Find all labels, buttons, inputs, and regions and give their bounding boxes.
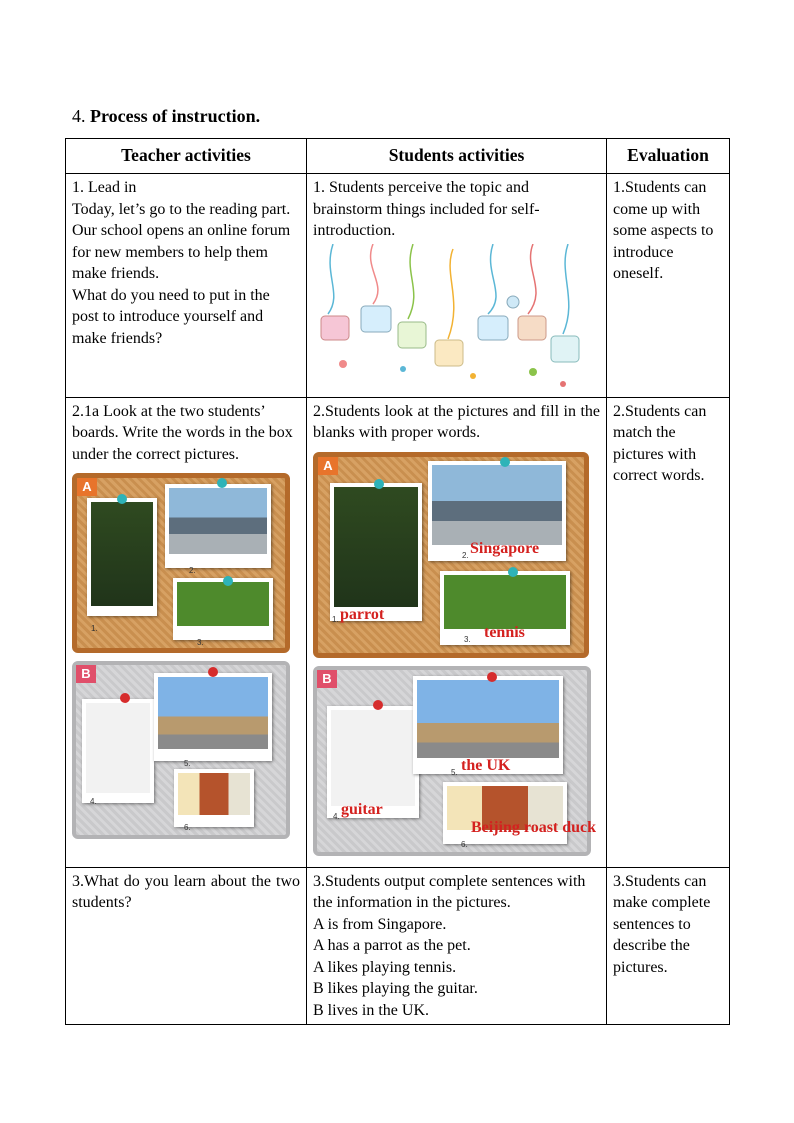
section-number: 4. [72,106,86,126]
board-a-answered [313,452,589,658]
parrot-photo [87,498,157,616]
parrot-photo [330,483,422,621]
evaluation-text: 2.Students can match the pictures with correct words. [613,402,707,484]
jars-illustration [313,244,583,394]
board-b-answered [313,666,597,856]
section-title: Process of instruction. [90,106,261,126]
student-cell [307,174,607,398]
evaluation-text: 1.Students can come up with some aspects to introduce oneself. [613,179,714,282]
teacher-text: 2.1a Look at the two students’ boards. Write the words in the box under the correct pictures. [72,402,293,463]
blank-label-3: 3. [197,638,204,647]
evaluation-cell [607,867,730,1025]
blank-label-3: 3. [464,634,471,644]
section-heading [72,106,260,127]
pin-icon [117,494,127,504]
instruction-table [65,138,730,1025]
student-text: 2.Students look at the pictures and fill in the blanks with proper words. [313,402,600,441]
blank-label-6: 6. [184,823,191,832]
pin-icon [208,667,218,677]
blank-label-5: 5. [451,767,458,777]
blank-label-4: 4. [90,797,97,806]
pin-icon [120,693,130,703]
teacher-cell [66,867,307,1025]
tennis-photo [173,578,273,640]
pin-icon [217,478,227,488]
pin-icon [487,672,497,682]
blank-label-6: 6. [461,839,468,849]
london-photo [154,673,272,761]
table-row [66,174,730,398]
board-a-tag: A [318,457,338,475]
evaluation-cell [607,397,730,867]
board-b-tag: B [76,665,96,683]
pin-icon [223,576,233,586]
column-header-evaluation: Evaluation [607,139,730,174]
board-b-tag: B [317,670,337,688]
guitar-photo [82,699,154,803]
board-a-blank [72,473,290,653]
student-cell [307,397,607,867]
pin-icon [500,457,510,467]
blank-label-2: 2. [189,566,196,575]
blank-label-1: 1. [332,614,339,624]
table-row [66,397,730,867]
column-header-students: Students activities [307,139,607,174]
teacher-cell [66,174,307,398]
blank-label-4: 4. [333,811,340,821]
pin-icon [373,700,383,710]
blank-label-5: 5. [184,759,191,768]
answer-beijing-roast-duck: Beijing roast duck [471,818,597,836]
board-a-tag: A [77,478,97,496]
board-b-blank [72,661,290,839]
teacher-cell [66,397,307,867]
answer-guitar: guitar [341,800,383,818]
evaluation-cell [607,174,730,398]
student-cell [307,867,607,1025]
student-text: 1. Students perceive the topic and brainstorm things included for self-introduction. [313,179,540,239]
pin-icon [374,479,384,489]
blank-label-2: 2. [462,550,469,560]
singapore-photo [165,484,271,568]
student-text: 3.Students output complete sentences with the information in the pictures. A is from Singapore. A has a parrot as the pet. A likes playing tennis. B likes playing the guitar. B lives in the UK. [313,872,586,1019]
blank-label-1: 1. [91,624,98,633]
pin-icon [508,567,518,577]
column-header-teacher: Teacher activities [66,139,307,174]
answer-parrot: parrot [340,605,385,623]
table-header-row [66,139,730,174]
table-row [66,867,730,1025]
answer-the-uk: the UK [461,756,511,774]
teacher-text: 3.What do you learn about the two students? [72,872,300,911]
teacher-text: 1. Lead in Today, let’s go to the reading part. Our school opens an online forum for new members to help them make friends. What do you need to put in the post to introduce yourself and make friends? [72,179,291,347]
answer-singapore: Singapore [470,539,540,557]
answer-tennis: tennis [484,623,525,641]
evaluation-text: 3.Students can make complete sentences to describe the pictures. [613,872,711,976]
